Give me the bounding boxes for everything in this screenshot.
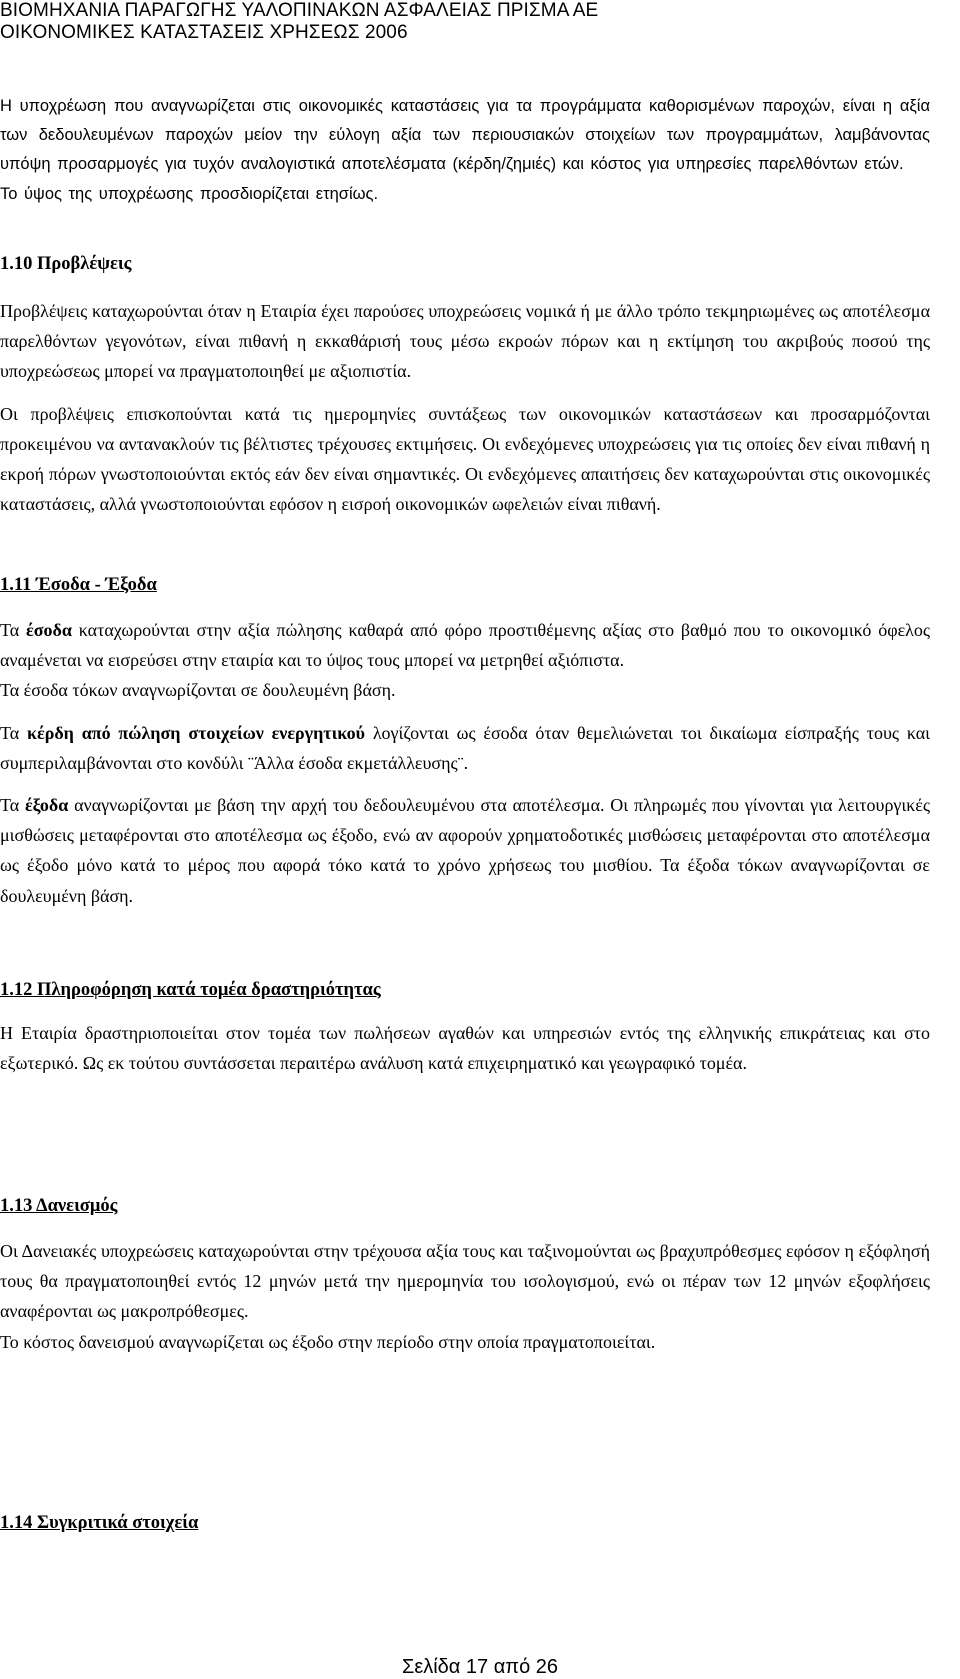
bold-term: έξοδα xyxy=(24,795,69,816)
paragraph-line: Το κόστος δανεισμού αναγνωρίζεται ως έξοδο στην περίοδο στην οποία πραγματοποιείται. xyxy=(0,1331,656,1352)
section-1-10 xyxy=(0,252,930,519)
intro-line: Το ύψος της υποχρέωσης προσδιορίζεται ετησίως. xyxy=(0,184,379,203)
section-heading: 1.14 Συγκριτικά στοιχεία xyxy=(0,1513,199,1533)
text: αναγνωρίζονται με βάση την αρχή του δεδουλευμένου στα αποτέλεσμα. Οι πληρωμές που γίνονται για λειτουργικές μισθώσεις μεταφέρονται στο αποτέλεσμα ως έξοδο, ενώ αν αφορούν χρηματοδοτικές μισθώσεις μεταφέρονται στο αποτέλεσμα ως έξοδο μόνο κατά το μέρος που αφορά τόκο κατά το χρόνο χρήσεως του μισθίου. Τα έξοδα τόκων αναγνωρίζονται σε δουλευμένη βάση. xyxy=(0,795,930,906)
paragraph: Οι Δανειακές υποχρεώσεις καταχωρούνται στην τρέχουσα αξία τους και ταξινομούνται ως βραχυπρόθεσμες εφόσον η εξόφλησή τους θα πραγματοποιηθεί εντός 12 μηνών μετά την ημερομηνία του ισολογισμού, ενώ οι πέραν των 12 μηνών εξοφλήσεις αναφέρονται ως μακροπρόθεσμες. xyxy=(0,1241,930,1322)
section-1-13 xyxy=(0,1194,930,1357)
paragraph xyxy=(0,790,930,911)
section-heading: 1.12 Πληροφόρηση κατά τομέα δραστηριότητας xyxy=(0,980,381,1000)
section-1-12 xyxy=(0,978,930,1078)
intro-paragraph: Η υποχρέωση που αναγνωρίζεται στις οικονομικές καταστάσεις για τα προγράμματα καθορισμένων παροχών, είναι η αξία των δεδουλευμένων παροχών μείον την εύλογη αξία των περιουσιακών στοιχείων των προγραμμάτων, λαμβάνοντας υπόψη προσαρμογές για τυχόν αναλογιστικά αποτελέσματα (κέρδη/ζημιές) και κόστος για υπηρεσίες παρελθόντων ετών. xyxy=(0,97,930,174)
text: καταχωρούνται στην αξία πώλησης καθαρά από φόρο προστιθέμενης αξίας στο βαθμό που το οικονομικό όφελος αναμένεται να εισρεύσει στην εταιρία και το ύψος τους μπορεί να μετρηθεί αξιόπιστα. xyxy=(0,620,931,671)
paragraph xyxy=(0,615,930,675)
paragraph: Η Εταιρία δραστηριοποιείται στον τομέα των πωλήσεων αγαθών και υπηρεσιών εντός της ελληνικής επικράτειας και στο εξωτερικό. Ως εκ τούτου συντάσσεται περαιτέρω ανάλυση κατά επιχειρηματικό και γεωγραφικό τομέα. xyxy=(0,1023,930,1074)
report-title: ΟΙΚΟΝΟΜΙΚΕΣ ΚΑΤΑΣΤΑΣΕΙΣ ΧΡΗΣΕΩΣ 2006 xyxy=(0,22,408,43)
document-header xyxy=(0,0,598,44)
paragraph: Προβλέψεις καταχωρούνται όταν η Εταιρία έχει παρούσες υποχρεώσεις νομικά ή με άλλο τρόπο τεκμηριωμένες ως αποτέλεσμα παρελθόντων γεγονότων, είναι πιθανή η εκκαθάρισή τους μέσω εκροών πόρων και η εκτίμηση του ακριβούς ποσού της υποχρεώσεως μπορεί να πραγματοποιηθεί με αξιοπιστία. xyxy=(0,301,930,382)
section-heading: 1.13 Δανεισμός xyxy=(0,1196,118,1216)
intro-section xyxy=(0,92,930,209)
section-heading: 1.11 Έσοδα - Έξοδα xyxy=(0,575,157,595)
text: Τα xyxy=(0,795,25,816)
text: Τα xyxy=(0,620,27,640)
paragraph-line: Τα έσοδα τόκων αναγνωρίζονται σε δουλευμένη βάση. xyxy=(0,680,396,701)
text: λογίζονται ως έσοδα όταν θεμελιώνεται τοι δικαίωμα είσπραξής τους και συμπεριλαμβάνονται στο κονδύλι ¨Άλλα έσοδα εκμετάλλευσης¨. xyxy=(0,722,931,773)
company-name: ΒΙΟΜΗΧΑΝΙΑ ΠΑΡΑΓΩΓΗΣ ΥΑΛΟΠΙΝΑΚΩΝ ΑΣΦΑΛΕΙΑΣ ΠΡΙΣΜΑ ΑΕ xyxy=(0,0,599,21)
paragraph: Οι προβλέψεις επισκοπούνται κατά τις ημερομηνίες συντάξεως των οικονομικών καταστάσεων και προσαρμόζονται προκειμένου να αντανακλούν τις βέλτιστες τρέχουσες εκτιμήσεις. Οι ενδεχόμενες υποχρεώσεις για τις οποίες δεν είναι πιθανή η εκροή πόρων γνωστοποιούνται εκτός εάν δεν είναι σημαντικές. Οι ενδεχόμενες απαιτήσεις δεν καταχωρούνται στις οικονομικές καταστάσεις, αλλά γνωστοποιούνται εφόσον η εισροή οικονομικών ωφελειών είναι πιθανή. xyxy=(0,403,930,515)
paragraph xyxy=(0,718,930,778)
section-1-11 xyxy=(0,573,930,911)
text: Τα xyxy=(0,722,28,743)
section-heading: 1.10 Προβλέψεις xyxy=(0,254,132,274)
bold-term: έσοδα xyxy=(26,620,72,640)
bold-term: κέρδη από πώληση στοιχείων ενεργητικού xyxy=(27,722,366,743)
page-number: Σελίδα 17 από 26 xyxy=(401,1656,559,1678)
section-1-14 xyxy=(0,1511,930,1535)
